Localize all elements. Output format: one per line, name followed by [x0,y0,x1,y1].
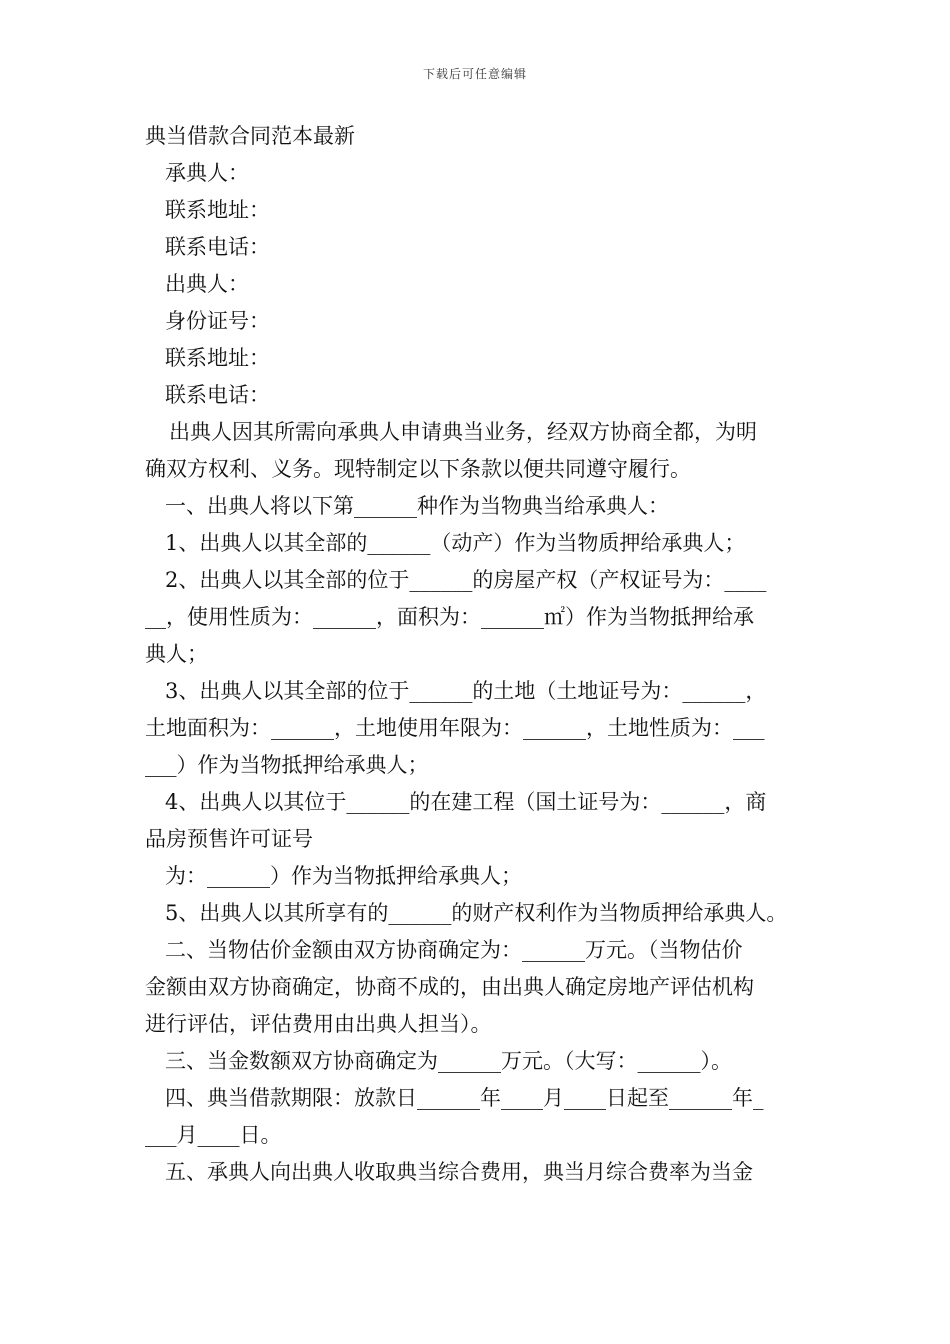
clause-2-line: 金额由双方协商确定，协商不成的，由出典人确定房地产评估机构 [145,975,754,999]
clause-4-line: ___月____日。 [145,1123,282,1147]
contract-document [145,118,813,1191]
field-pawnor-phone: 联系电话： [165,383,270,407]
item-3-line: 3、出典人以其全部的位于______的土地（土地证号为：______， [165,679,767,703]
clause-4-line: 四、典当借款期限：放款日______年____月____日起至______年_ [165,1086,764,1110]
item-4-line: 品房预售许可证号 [145,827,313,851]
intro-paragraph-line: 出典人因其所需向承典人申请典当业务，经双方协商全都，为明 [169,420,757,444]
header-note: 下载后可任意编辑 [422,67,527,81]
item-2-line: __，使用性质为：______，面积为：______㎡）作为当物抵押给承 [145,605,754,629]
field-pawnee-address: 联系地址： [165,198,270,222]
field-pawnor-address: 联系地址： [165,346,270,370]
item-2-line: 典人； [145,642,208,666]
field-id-number: 身份证号： [165,309,270,333]
clause-5-line: 五、承典人向出典人收取典当综合费用，典当月综合费率为当金 [165,1160,753,1184]
field-pawnee-phone: 联系电话： [165,235,270,259]
field-pawnee: 承典人： [165,161,249,185]
item-5: 5、出典人以其所享有的______的财产权利作为当物质押给承典人。 [165,901,788,925]
clause-1: 一、出典人将以下第______种作为当物典当给承典人： [165,494,669,518]
item-4-line: 为：______）作为当物抵押给承典人； [165,864,522,888]
item-3-line: ___）作为当物抵押给承典人； [145,753,429,777]
clause-2-line: 二、当物估价金额由双方协商确定为：______万元。（当物估价 [165,938,743,962]
item-2-line: 2、出典人以其全部的位于______的房屋产权（产权证号为：____ [165,568,767,592]
clause-2-line: 进行评估，评估费用由出典人担当）。 [145,1012,492,1036]
item-1: 1、出典人以其全部的______（动产）作为当物质押给承典人； [165,531,746,555]
field-pawnor: 出典人： [165,272,249,296]
clause-3: 三、当金数额双方协商确定为______万元。（大写：______）。 [165,1049,732,1073]
item-3-line: 土地面积为：______，土地使用年限为：______，土地性质为：___ [145,716,765,740]
intro-paragraph-line: 确双方权利、义务。现特制定以下条款以便共同遵守履行。 [145,457,691,481]
item-4-line: 4、出典人以其位于______的在建工程（国土证号为：______，商 [165,790,767,814]
document-title: 典当借款合同范本最新 [145,124,355,148]
